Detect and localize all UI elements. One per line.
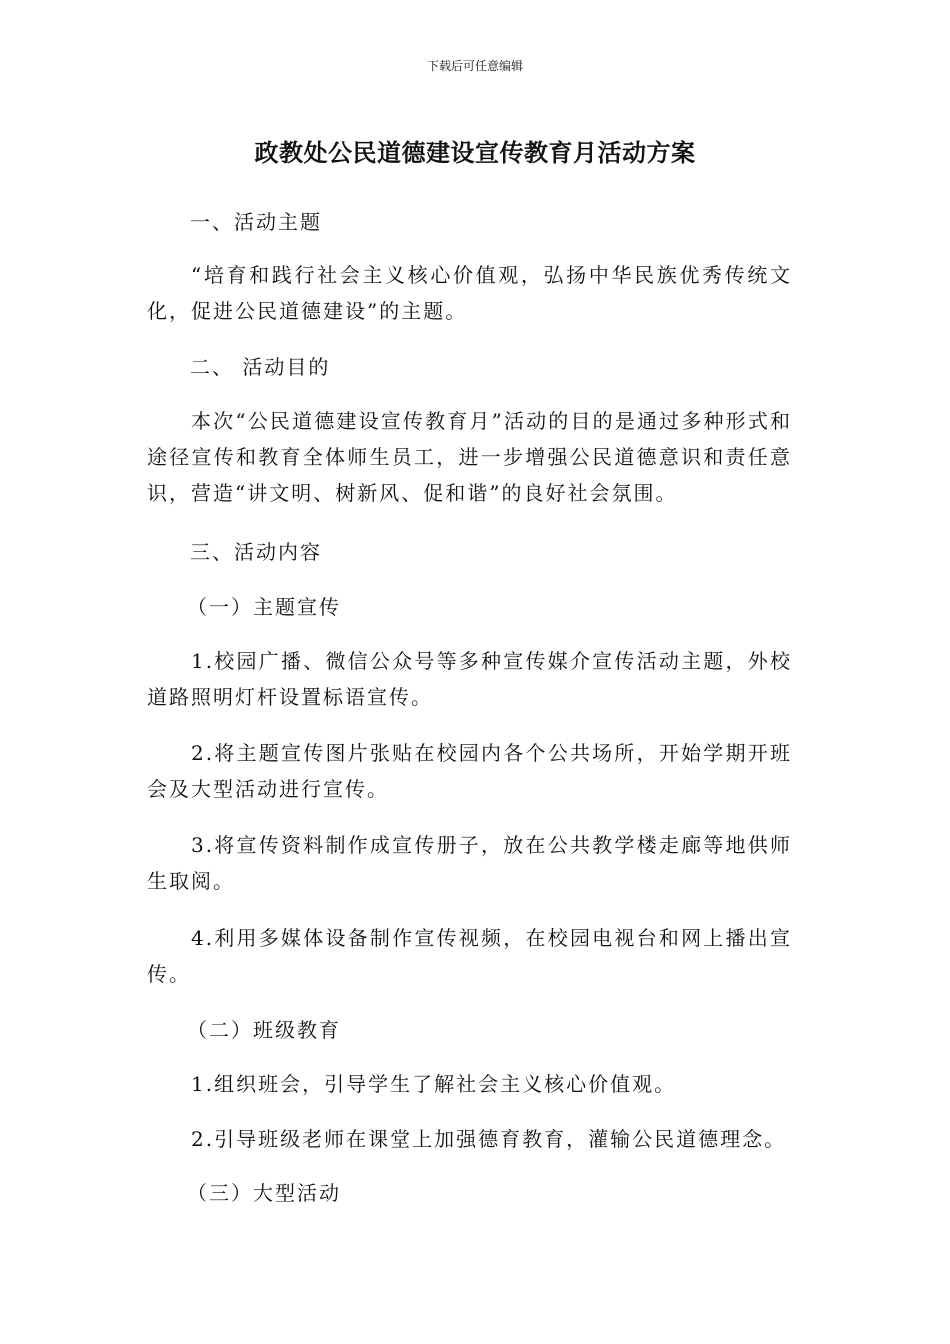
subsection-heading-class-education: （二）班级教育 [187, 1018, 341, 1042]
list-item-promotion-4: 4.利用多媒体设备制作宣传视频，在校园电视台和网上播出宣传。 [147, 926, 792, 986]
section-heading-purpose: 二、 活动目的 [190, 355, 331, 379]
subsection-heading-large-events: （三）大型活动 [187, 1181, 341, 1205]
list-item-class-education-1: 1.组织班会，引导学生了解社会主义核心价值观。 [191, 1072, 677, 1096]
paragraph-purpose: 本次“公民道德建设宣传教育月”活动的目的是通过多种形式和途径宣传和教育全体师生员工，进一步增强公民道德意识和责任意识，营造“讲文明、树新风、促和谐”的良好社会氛围。 [147, 409, 792, 505]
section-heading-theme: 一、活动主题 [190, 210, 322, 234]
list-item-class-education-2: 2.引导班级老师在课堂上加强德育教育，灌输公民道德理念。 [191, 1127, 787, 1151]
document-title: 政教处公民道德建设宣传教育月活动方案 [254, 139, 696, 167]
list-item-promotion-2: 2.将主题宣传图片张贴在校园内各个公共场所，开始学期开班会及大型活动进行宣传。 [147, 741, 792, 801]
list-item-promotion-1: 1.校园广播、微信公众号等多种宣传媒介宣传活动主题，外校道路照明灯杆设置标语宣传。 [147, 649, 792, 709]
paragraph-theme: “培育和践行社会主义核心价值观，弘扬中华民族优秀传统文化，促进公民道德建设”的主题。 [147, 263, 792, 323]
header-note: 下载后可任意编辑 [426, 59, 523, 73]
list-item-promotion-3: 3.将宣传资料制作成宣传册子，放在公共教学楼走廊等地供师生取阅。 [147, 833, 792, 893]
subsection-heading-promotion: （一）主题宣传 [187, 595, 341, 619]
section-heading-content: 三、活动内容 [190, 540, 322, 564]
